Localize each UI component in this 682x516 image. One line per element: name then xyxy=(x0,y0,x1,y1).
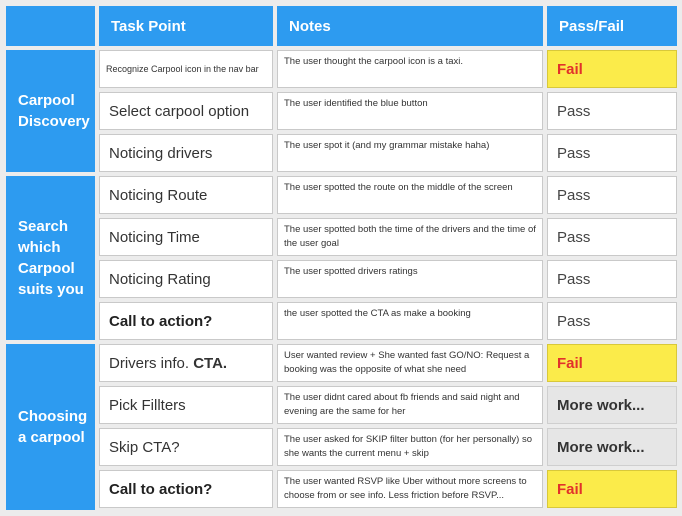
task-point-cell xyxy=(99,176,273,214)
result-cell-pass: Pass xyxy=(547,302,677,340)
note-cell: User wanted review + She wanted fast GO/NO: Request a booking was the opposite of what she need xyxy=(277,344,543,382)
task-point-text: Noticing Rating xyxy=(109,270,211,288)
task-point-bold-suffix: CTA. xyxy=(189,354,228,372)
result-cell-more: More work... xyxy=(547,428,677,466)
note-cell: The user asked for SKIP filter button (for her personally) so she wants the current menu + skip xyxy=(277,428,543,466)
task-point-text: Drivers info. CTA. xyxy=(109,354,228,372)
task-point-text: Noticing drivers xyxy=(109,144,213,162)
header-corner xyxy=(6,6,95,46)
note-cell: The user spotted drivers ratings xyxy=(277,260,543,298)
note-cell: The user thought the carpool icon is a taxi. xyxy=(277,50,543,88)
task-point-cell xyxy=(99,218,273,256)
note-cell: the user spotted the CTA as make a booking xyxy=(277,302,543,340)
task-point-cell xyxy=(99,428,273,466)
note-cell: The user spotted the route on the middle of the screen xyxy=(277,176,543,214)
result-cell-pass: Pass xyxy=(547,218,677,256)
task-point-text: Call to action? xyxy=(109,312,213,330)
note-cell: The user spot it (and my grammar mistake haha) xyxy=(277,134,543,172)
result-cell-pass: Pass xyxy=(547,92,677,130)
header-pass-fail: Pass/Fail xyxy=(547,6,677,46)
note-cell: The user spotted both the time of the drivers and the time of the user goal xyxy=(277,218,543,256)
task-point-text: Pick Fillters xyxy=(109,396,186,414)
header-notes: Notes xyxy=(277,6,543,46)
header-task-point: Task Point xyxy=(99,6,273,46)
result-cell-more: More work... xyxy=(547,386,677,424)
task-point-cell xyxy=(99,92,273,130)
task-point-cell xyxy=(99,386,273,424)
task-point-text: Noticing Time xyxy=(109,228,200,246)
group-choosing-carpool: Choosing a carpool xyxy=(6,344,95,510)
task-point-text: Select carpool option xyxy=(109,102,250,120)
task-point-text: Noticing Route xyxy=(109,186,208,204)
result-cell-fail: Fail xyxy=(547,344,677,382)
group-search-carpool: Search which Carpool suits you xyxy=(6,176,95,340)
task-point-cell xyxy=(99,470,273,508)
result-cell-fail: Fail xyxy=(547,50,677,88)
result-cell-pass: Pass xyxy=(547,134,677,172)
task-point-cell xyxy=(99,302,273,340)
task-point-cell xyxy=(99,344,273,382)
task-point-text: Recognize Carpool icon in the nav bar xyxy=(106,63,259,74)
task-point-cell xyxy=(99,50,273,88)
note-cell: The user identified the blue button xyxy=(277,92,543,130)
result-cell-fail: Fail xyxy=(547,470,677,508)
result-cell-pass: Pass xyxy=(547,260,677,298)
group-carpool-discovery: Carpool Discovery xyxy=(6,50,95,172)
task-point-cell xyxy=(99,134,273,172)
note-cell: The user wanted RSVP like Uber without more screens to choose from or see info. Less friction before RSVP... xyxy=(277,470,543,508)
result-cell-pass: Pass xyxy=(547,176,677,214)
task-point-text: Call to action? xyxy=(109,480,213,498)
task-point-cell xyxy=(99,260,273,298)
note-cell: The user didnt cared about fb friends and said night and evening are the same for her xyxy=(277,386,543,424)
task-point-text: Skip CTA? xyxy=(109,438,180,456)
